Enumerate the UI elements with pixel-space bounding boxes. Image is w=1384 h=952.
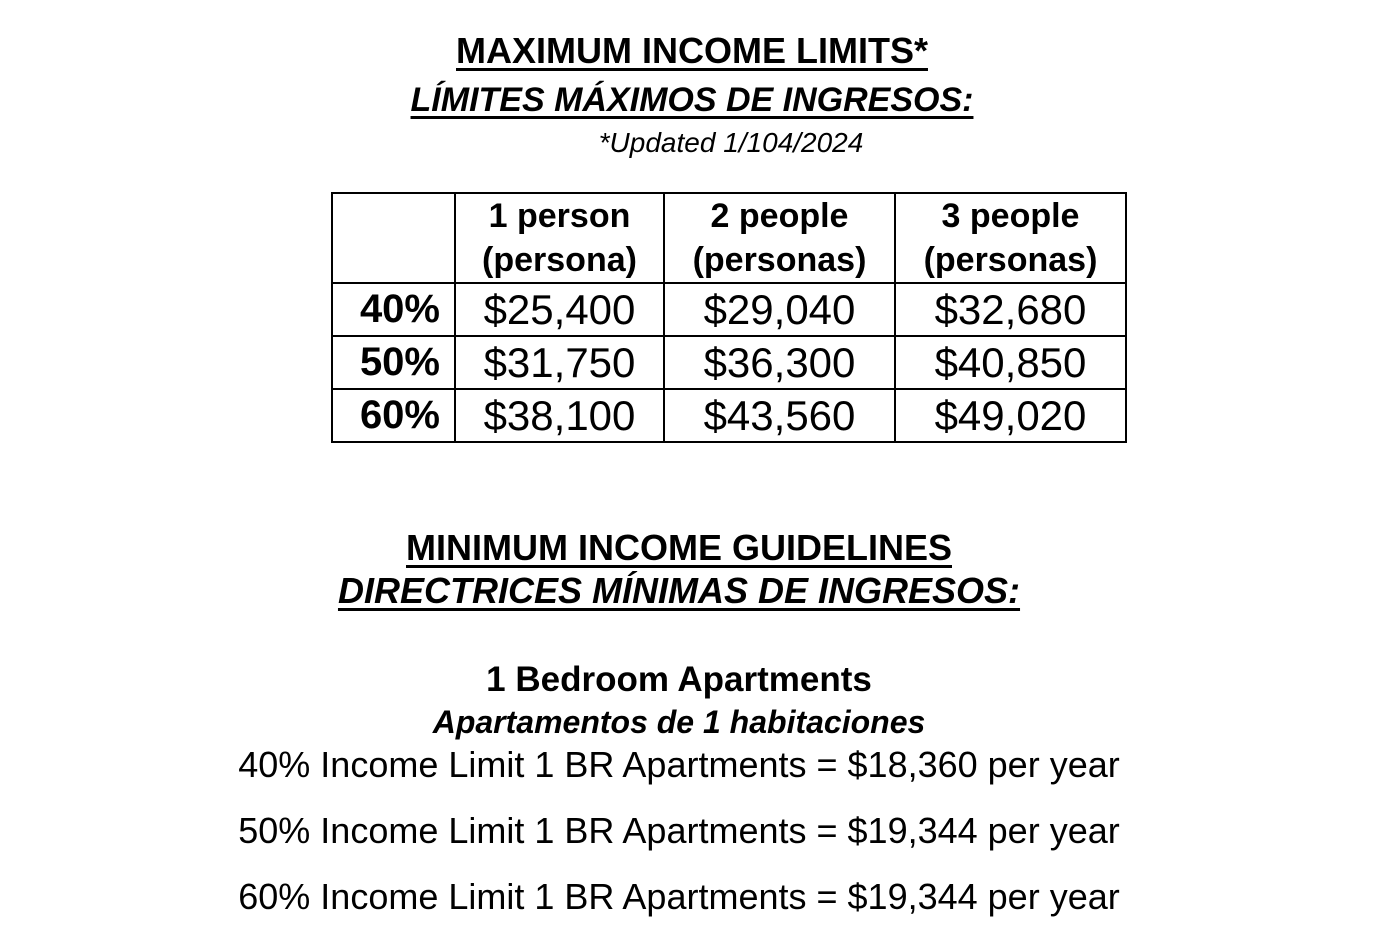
table-cell: $38,100 — [455, 389, 664, 442]
table-cell: $31,750 — [455, 336, 664, 389]
table-header-label: 1 person — [488, 197, 631, 235]
table-header-label: 3 people — [941, 197, 1080, 235]
row-label: 60% — [332, 389, 455, 442]
table-row — [332, 389, 1126, 442]
table-header-2-people — [664, 193, 895, 283]
table-cell: $32,680 — [895, 283, 1126, 336]
guideline-item: 40% Income Limit 1 BR Apartments = $18,360 per year — [238, 744, 1120, 785]
max-income-title-es: LÍMITES MÁXIMOS DE INGRESOS: — [410, 81, 974, 119]
table-cell: $29,040 — [664, 283, 895, 336]
guideline-item: 60% Income Limit 1 BR Apartments = $19,344 per year — [238, 876, 1120, 917]
row-label: 50% — [332, 336, 455, 389]
updated-note: *Updated 1/104/2024 — [598, 127, 864, 158]
table-row — [332, 283, 1126, 336]
table-header-blank — [332, 193, 455, 283]
table-header-label-es: (persona) — [482, 241, 637, 279]
max-income-title: MAXIMUM INCOME LIMITS* — [456, 30, 928, 71]
table-row — [332, 336, 1126, 389]
table-header-label-es: (personas) — [692, 241, 867, 279]
row-label: 40% — [332, 283, 455, 336]
bedroom-title: 1 Bedroom Apartments — [486, 660, 872, 699]
table-cell: $36,300 — [664, 336, 895, 389]
table-header-3-people — [895, 193, 1126, 283]
table-cell: $43,560 — [664, 389, 895, 442]
min-income-title-es: DIRECTRICES MÍNIMAS DE INGRESOS: — [337, 570, 1021, 611]
table-header-row — [332, 193, 1126, 283]
guideline-item: 50% Income Limit 1 BR Apartments = $19,344 per year — [238, 810, 1120, 851]
table-cell: $40,850 — [895, 336, 1126, 389]
min-income-title: MINIMUM INCOME GUIDELINES — [406, 527, 952, 568]
table-cell: $49,020 — [895, 389, 1126, 442]
income-limits-table — [331, 192, 1127, 443]
table-header-label: 2 people — [710, 197, 849, 235]
table-header-1-person — [455, 193, 664, 283]
table-header-label-es: (personas) — [923, 241, 1098, 279]
table-cell: $25,400 — [455, 283, 664, 336]
bedroom-title-es: Apartamentos de 1 habitaciones — [432, 704, 926, 740]
